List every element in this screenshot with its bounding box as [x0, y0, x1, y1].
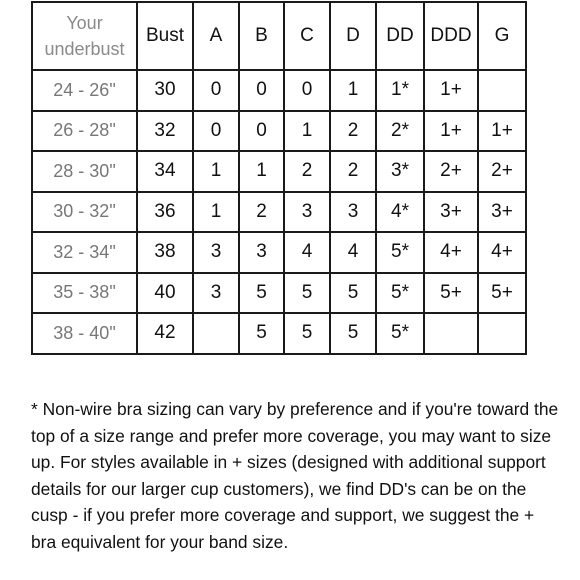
bust-size-cell: 36	[137, 192, 193, 233]
cup-size-cell	[424, 313, 478, 354]
table-row	[32, 313, 526, 354]
cup-size-cell: 4	[284, 232, 330, 273]
cup-size-cell: 0	[193, 70, 239, 111]
cup-size-cell: 1	[284, 111, 330, 152]
cup-size-cell: 5*	[376, 232, 424, 273]
header-underbust	[32, 2, 137, 70]
bust-size-cell: 38	[137, 232, 193, 273]
cup-size-cell: 5	[284, 313, 330, 354]
cup-size-cell: 4*	[376, 192, 424, 233]
cup-size-cell: 1*	[376, 70, 424, 111]
cup-size-cell: 1	[193, 151, 239, 192]
table-row	[32, 151, 526, 192]
table-row	[32, 232, 526, 273]
cup-size-cell: 5	[284, 273, 330, 314]
cup-size-cell: 2+	[478, 151, 526, 192]
table-row	[32, 192, 526, 233]
cup-size-cell: 2+	[424, 151, 478, 192]
cup-size-cell: 3	[284, 192, 330, 233]
underbust-range-cell: 24 - 26"	[32, 70, 137, 111]
cup-size-cell: 0	[239, 70, 284, 111]
cup-size-cell: 5	[239, 273, 284, 314]
header-bust: Bust	[137, 2, 193, 70]
underbust-range-cell: 35 - 38"	[32, 273, 137, 314]
cup-size-cell: 5*	[376, 273, 424, 314]
header-cup-a: A	[193, 2, 239, 70]
bust-size-cell: 34	[137, 151, 193, 192]
underbust-range-cell: 32 - 34"	[32, 232, 137, 273]
cup-size-cell: 3	[330, 192, 376, 233]
table-row	[32, 273, 526, 314]
cup-size-cell: 2	[239, 192, 284, 233]
size-chart-body	[32, 2, 526, 354]
cup-size-cell: 1	[193, 192, 239, 233]
header-underbust-line1: Your	[66, 13, 103, 33]
cup-size-cell: 0	[239, 111, 284, 152]
cup-size-cell: 3+	[478, 192, 526, 233]
cup-size-cell: 1	[239, 151, 284, 192]
cup-size-cell: 3*	[376, 151, 424, 192]
cup-size-cell	[478, 313, 526, 354]
cup-size-cell: 0	[284, 70, 330, 111]
header-cup-g: G	[478, 2, 526, 70]
sizing-footnote: * Non-wire bra sizing can vary by preference and if you're toward the top of a size range and prefer more coverage, you may want to size up. For styles available in + sizes (designed with additional support details for our larger cup customers), we find DD's can be on the cusp - if you prefer more coverage and support, we suggest the + bra equivalent for your band size.	[31, 399, 559, 552]
cup-size-cell: 3	[193, 273, 239, 314]
header-cup-ddd: DDD	[424, 2, 478, 70]
cup-size-cell: 1+	[424, 70, 478, 111]
cup-size-cell: 5	[330, 273, 376, 314]
header-cup-d: D	[330, 2, 376, 70]
underbust-range-cell: 26 - 28"	[32, 111, 137, 152]
bust-size-cell: 30	[137, 70, 193, 111]
table-row	[32, 70, 526, 111]
cup-size-cell: 1+	[424, 111, 478, 152]
cup-size-cell: 2*	[376, 111, 424, 152]
cup-size-cell: 5+	[424, 273, 478, 314]
cup-size-cell: 5+	[478, 273, 526, 314]
bust-size-cell: 32	[137, 111, 193, 152]
cup-size-cell: 3+	[424, 192, 478, 233]
bust-size-cell: 42	[137, 313, 193, 354]
cup-size-cell: 4+	[478, 232, 526, 273]
cup-size-cell: 0	[193, 111, 239, 152]
cup-size-cell: 2	[330, 151, 376, 192]
cup-size-cell: 4	[330, 232, 376, 273]
cup-size-cell: 5	[330, 313, 376, 354]
cup-size-cell: 4+	[424, 232, 478, 273]
table-row	[32, 111, 526, 152]
cup-size-cell: 2	[284, 151, 330, 192]
cup-size-cell: 3	[193, 232, 239, 273]
size-chart-table	[31, 1, 527, 355]
underbust-range-cell: 30 - 32"	[32, 192, 137, 233]
cup-size-cell: 5*	[376, 313, 424, 354]
cup-size-cell: 1	[330, 70, 376, 111]
header-underbust-line2: underbust	[44, 39, 125, 59]
bust-size-cell: 40	[137, 273, 193, 314]
header-cup-b: B	[239, 2, 284, 70]
table-header-row	[32, 2, 526, 70]
cup-size-cell	[193, 313, 239, 354]
cup-size-cell: 1+	[478, 111, 526, 152]
cup-size-cell: 2	[330, 111, 376, 152]
cup-size-cell	[478, 70, 526, 111]
header-cup-c: C	[284, 2, 330, 70]
underbust-range-cell: 28 - 30"	[32, 151, 137, 192]
cup-size-cell: 3	[239, 232, 284, 273]
underbust-range-cell: 38 - 40"	[32, 313, 137, 354]
header-cup-dd: DD	[376, 2, 424, 70]
cup-size-cell: 5	[239, 313, 284, 354]
